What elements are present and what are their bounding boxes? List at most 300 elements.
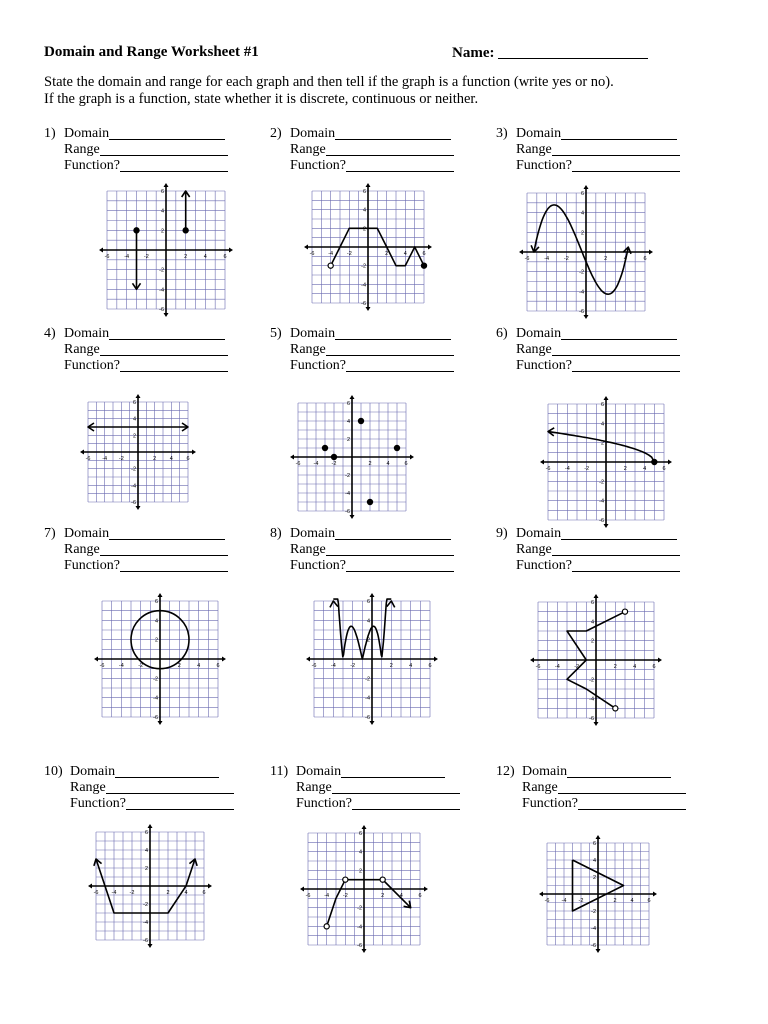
y-tick-label: -4 [345,491,350,497]
problem-number: 7) [44,526,56,541]
problem-5-function-row [270,358,454,374]
function-label: Function? [70,796,126,811]
x-tick-label: 2 [184,254,188,260]
function-answer-line[interactable] [120,158,228,172]
y-tick-label: -2 [591,909,596,915]
y-tick-label: 6 [580,191,584,197]
domain-label: Domain [64,126,110,141]
problem-12 [496,764,686,812]
range-label: Range [516,342,552,357]
function-answer-line[interactable] [352,796,460,810]
function-label: Function? [290,358,346,373]
domain-answer-line[interactable] [335,126,451,140]
closed-point [394,445,399,450]
y-tick-label: -6 [589,716,594,722]
instruction-line-1: State the domain and range for each graph and then tell if the graph is a function (write yes or no). [44,74,614,90]
x-tick-label: 6 [662,466,666,472]
function-label: Function? [290,558,346,573]
y-tick-label: 4 [580,210,584,217]
y-tick-label: -6 [357,943,362,949]
x-tick-label: 4 [643,466,647,472]
graph-9 [528,592,664,728]
x-tick-label: 6 [418,893,422,899]
x-tick-label: 6 [404,461,408,467]
closed-point [652,459,657,464]
y-tick-label: -2 [361,263,366,270]
y-tick-label: -2 [159,267,164,274]
x-tick-label: 2 [166,890,170,896]
problem-8-range-row [270,542,454,558]
y-tick-label: 2 [160,228,164,235]
graph-curve [534,205,628,294]
domain-label: Domain [70,764,116,779]
graph-5 [288,393,416,521]
problem-9 [496,526,680,574]
problem-12-range-row [496,780,686,796]
x-tick-label: 6 [422,251,426,257]
domain-label: Domain [522,764,568,779]
x-tick-label: 2 [389,663,393,669]
open-endpoint [613,706,618,711]
x-tick-label: -2 [143,254,149,260]
problem-10-domain-row [44,764,234,780]
open-endpoint [343,877,348,882]
problem-number [270,358,290,374]
x-tick-label: -2 [138,663,144,669]
closed-point [358,418,363,423]
y-tick-label: 4 [362,207,366,214]
y-tick-label: -2 [131,466,136,473]
problem-7 [44,526,228,574]
curve-arrow [387,601,395,607]
problem-3-range-row [496,142,680,158]
x-tick-label: 4 [623,256,627,262]
problem-5-range-row [270,342,454,358]
x-tick-label: 2 [177,663,181,669]
problem-number [496,558,516,574]
problem-number [44,158,64,174]
y-tick-label: 6 [366,599,370,605]
graph-curve [327,880,411,927]
x-tick-label: -6 [295,461,301,467]
y-tick-label: -4 [591,926,596,932]
domain-label: Domain [516,326,562,341]
instructions [44,74,734,108]
y-tick-label: 2 [592,875,596,881]
domain-answer-line[interactable] [109,126,225,140]
x-tick-label: 6 [186,456,190,462]
x-tick-label: -4 [561,898,567,904]
problem-5-domain-row [270,326,454,342]
y-tick-label: 4 [154,618,158,625]
function-answer-line[interactable] [346,558,454,572]
x-tick-label: 4 [203,254,207,260]
problem-number [270,142,290,158]
x-tick-label: -2 [574,664,580,670]
x-tick-label: -2 [346,251,352,257]
problem-7-domain-row [44,526,228,542]
y-tick-label: 6 [358,831,362,837]
problem-1-domain-row [44,126,228,142]
function-answer-line[interactable] [126,796,234,810]
function-answer-line[interactable] [572,558,680,572]
problem-6-function-row [496,358,680,374]
problem-number: 4) [44,326,56,341]
range-label: Range [290,342,326,357]
range-answer-line[interactable] [326,142,454,156]
problem-12-function-row [496,796,686,812]
x-tick-label: 2 [613,664,617,670]
problem-number: 8) [270,526,282,541]
problem-2-function-row [270,158,454,174]
y-tick-label: 4 [346,419,350,425]
x-tick-label: -2 [118,456,124,462]
problem-number [44,358,64,374]
graph-12 [537,833,659,955]
y-tick-label: -4 [143,920,148,926]
problem-3 [496,126,680,174]
closed-point [134,228,139,233]
problem-number [270,542,290,558]
name-blank-line[interactable] [498,44,648,59]
x-tick-label: -2 [342,893,348,899]
x-tick-label: 6 [428,663,432,669]
problem-1-range-row [44,142,228,158]
x-tick-label: -2 [350,663,356,669]
range-label: Range [70,780,106,795]
problem-1 [44,126,228,174]
y-tick-label: 2 [366,637,370,644]
problem-number [496,796,522,812]
problem-number [270,158,290,174]
function-label: Function? [290,158,346,173]
y-tick-label: -2 [143,902,148,908]
x-tick-label: 6 [647,898,651,904]
x-tick-label: -4 [328,251,334,257]
domain-label: Domain [516,126,562,141]
problem-number [270,796,296,812]
y-tick-label: -6 [599,518,604,524]
name-field[interactable] [452,44,648,62]
x-tick-label: -4 [330,663,336,669]
open-endpoint [328,263,333,268]
x-tick-label: -4 [564,466,570,472]
domain-label: Domain [516,526,562,541]
range-answer-line[interactable] [100,142,228,156]
problem-11-range-row [270,780,460,796]
function-answer-line[interactable] [578,796,686,810]
y-tick-label: 6 [362,189,366,195]
function-answer-line[interactable] [120,358,228,372]
name-label: Name: [452,45,495,61]
x-tick-label: -4 [544,256,550,262]
function-label: Function? [64,158,120,173]
range-label: Range [64,342,100,357]
problem-8-domain-row [270,526,454,542]
domain-answer-line[interactable] [109,526,225,540]
range-answer-line[interactable] [326,542,454,556]
y-tick-label: -6 [361,301,366,307]
y-tick-label: 6 [160,189,164,195]
closed-point [322,445,327,450]
y-tick-label: -2 [589,677,594,684]
problem-number [44,796,70,812]
y-tick-label: -2 [599,479,604,486]
x-tick-label: -2 [331,461,337,467]
x-tick-label: -6 [104,254,110,260]
domain-answer-line[interactable] [335,526,451,540]
function-answer-line[interactable] [572,358,680,372]
y-tick-label: 4 [366,618,370,625]
y-tick-label: -4 [357,924,362,931]
range-label: Range [516,542,552,557]
range-label: Range [516,142,552,157]
x-tick-label: -4 [118,663,124,669]
y-tick-label: 2 [600,440,604,447]
domain-label: Domain [290,526,336,541]
function-answer-line[interactable] [346,158,454,172]
y-tick-label: -4 [599,498,604,505]
y-tick-label: 4 [590,619,594,626]
y-tick-label: 2 [358,868,362,875]
problem-number [496,542,516,558]
problem-4-domain-row [44,326,228,342]
graph-7 [92,591,228,727]
graph-11 [298,823,430,955]
x-tick-label: 6 [223,254,227,260]
problem-4-range-row [44,342,228,358]
x-tick-label: 4 [633,664,637,670]
domain-label: Domain [296,764,342,779]
x-tick-label: -6 [93,890,99,896]
x-tick-label: -6 [524,256,530,262]
x-tick-label: 6 [202,890,206,896]
y-tick-label: -6 [131,500,136,506]
problem-number [496,142,516,158]
problem-4-function-row [44,358,228,374]
domain-label: Domain [290,126,336,141]
instruction-line-2: If the graph is a function, state whether it is discrete, continuous or neither. [44,91,479,107]
problem-11-function-row [270,796,460,812]
range-label: Range [64,542,100,557]
function-label: Function? [522,796,578,811]
y-tick-label: -2 [345,473,350,479]
y-tick-label: 4 [144,848,148,854]
y-tick-label: -2 [579,269,584,276]
x-tick-label: 2 [604,256,608,262]
problem-number [496,780,522,796]
x-tick-label: 4 [403,251,407,257]
domain-answer-line[interactable] [335,326,451,340]
domain-answer-line[interactable] [561,126,677,140]
problem-number [270,558,290,574]
x-tick-label: 2 [381,893,385,899]
x-tick-label: -6 [305,893,311,899]
graph-6 [538,394,674,530]
y-tick-label: 2 [346,437,350,443]
x-tick-label: 4 [386,461,390,467]
range-answer-line[interactable] [326,342,454,356]
range-answer-line[interactable] [552,542,680,556]
y-tick-label: -2 [357,905,362,912]
y-tick-label: 4 [160,208,164,215]
range-answer-line[interactable] [332,780,460,794]
x-tick-label: -6 [309,251,315,257]
y-tick-label: 6 [154,599,158,605]
y-tick-label: 2 [580,230,584,237]
y-tick-label: -6 [345,509,350,515]
function-label: Function? [64,558,120,573]
y-tick-label: -2 [365,676,370,683]
function-answer-line[interactable] [572,158,680,172]
graph-4 [78,392,198,512]
problem-10-range-row [44,780,234,796]
y-tick-label: 4 [358,849,362,856]
problem-11 [270,764,460,812]
graph-2 [302,181,434,313]
problem-number [44,542,64,558]
y-tick-label: 6 [590,600,594,606]
problem-number: 11) [270,764,289,779]
range-label: Range [290,542,326,557]
problem-number [270,342,290,358]
problem-2-domain-row [270,126,454,142]
x-tick-label: -2 [584,466,590,472]
domain-answer-line[interactable] [341,764,445,778]
problem-1-function-row [44,158,228,174]
y-tick-label: 4 [132,416,136,423]
problem-5 [270,326,454,374]
range-label: Range [522,780,558,795]
problem-2 [270,126,454,174]
x-tick-label: -6 [311,663,317,669]
domain-answer-line[interactable] [561,326,677,340]
x-tick-label: 4 [409,663,413,669]
y-tick-label: 2 [144,866,148,872]
graph-1 [97,181,235,319]
x-tick-label: -4 [111,890,117,896]
function-label: Function? [516,158,572,173]
x-tick-label: -4 [324,893,330,899]
x-tick-label: 4 [630,898,634,904]
range-label: Range [296,780,332,795]
y-tick-label: 2 [132,433,136,440]
curve-arrow [330,601,338,607]
range-answer-line[interactable] [100,542,228,556]
worksheet-title: Domain and Range Worksheet #1 [44,44,259,60]
problem-3-domain-row [496,126,680,142]
y-tick-label: -4 [589,696,594,703]
problem-7-range-row [44,542,228,558]
function-label: Function? [64,358,120,373]
x-tick-label: -4 [102,456,108,462]
range-label: Range [290,142,326,157]
y-tick-label: 2 [154,637,158,644]
graph-3 [517,183,655,321]
y-tick-label: -6 [143,938,148,944]
problem-number [44,142,64,158]
closed-point [421,263,426,268]
problem-number [270,780,296,796]
problem-10 [44,764,234,812]
problem-number: 12) [496,764,515,779]
domain-answer-line[interactable] [567,764,671,778]
domain-answer-line[interactable] [109,326,225,340]
x-tick-label: 6 [643,256,647,262]
problem-number [496,158,516,174]
problem-number: 3) [496,126,508,141]
problem-6-domain-row [496,326,680,342]
graph-8 [304,591,440,727]
closed-point [367,499,372,504]
function-label: Function? [296,796,352,811]
x-tick-label: 4 [184,890,188,896]
x-tick-label: -4 [124,254,130,260]
problem-number [44,342,64,358]
range-label: Range [64,142,100,157]
function-answer-line[interactable] [120,558,228,572]
y-tick-label: -6 [579,309,584,315]
problem-number: 2) [270,126,282,141]
open-endpoint [380,877,385,882]
problem-12-domain-row [496,764,686,780]
problem-2-range-row [270,142,454,158]
range-answer-line[interactable] [100,342,228,356]
x-tick-label: -4 [313,461,319,467]
y-tick-label: -4 [365,695,370,702]
range-answer-line[interactable] [106,780,234,794]
y-tick-label: 6 [600,402,604,408]
problem-11-domain-row [270,764,460,780]
problem-10-function-row [44,796,234,812]
function-answer-line[interactable] [346,358,454,372]
x-tick-label: 2 [153,456,157,462]
domain-answer-line[interactable] [115,764,219,778]
domain-label: Domain [290,326,336,341]
problem-number: 6) [496,326,508,341]
domain-label: Domain [64,326,110,341]
closed-point [331,454,336,459]
x-tick-label: 2 [623,466,627,472]
problem-number: 9) [496,526,508,541]
problem-number [44,780,70,796]
y-tick-label: 6 [144,830,148,836]
x-tick-label: -2 [578,898,584,904]
x-tick-label: 4 [169,456,173,462]
function-label: Function? [516,558,572,573]
y-tick-label: -4 [153,695,158,702]
y-tick-label: 2 [362,226,366,233]
x-tick-label: -4 [554,664,560,670]
domain-label: Domain [64,526,110,541]
problem-3-function-row [496,158,680,174]
range-answer-line[interactable] [552,142,680,156]
problem-number [44,558,64,574]
problem-9-function-row [496,558,680,574]
range-answer-line[interactable] [558,780,686,794]
y-tick-label: -4 [159,287,164,294]
x-tick-label: 6 [216,663,220,669]
x-tick-label: 2 [368,461,372,467]
x-tick-label: -6 [85,456,91,462]
problem-6 [496,326,680,374]
range-answer-line[interactable] [552,342,680,356]
y-tick-label: -6 [365,715,370,721]
x-tick-label: -6 [535,664,541,670]
y-tick-label: -2 [153,676,158,683]
problem-6-range-row [496,342,680,358]
y-tick-label: -4 [361,282,366,289]
